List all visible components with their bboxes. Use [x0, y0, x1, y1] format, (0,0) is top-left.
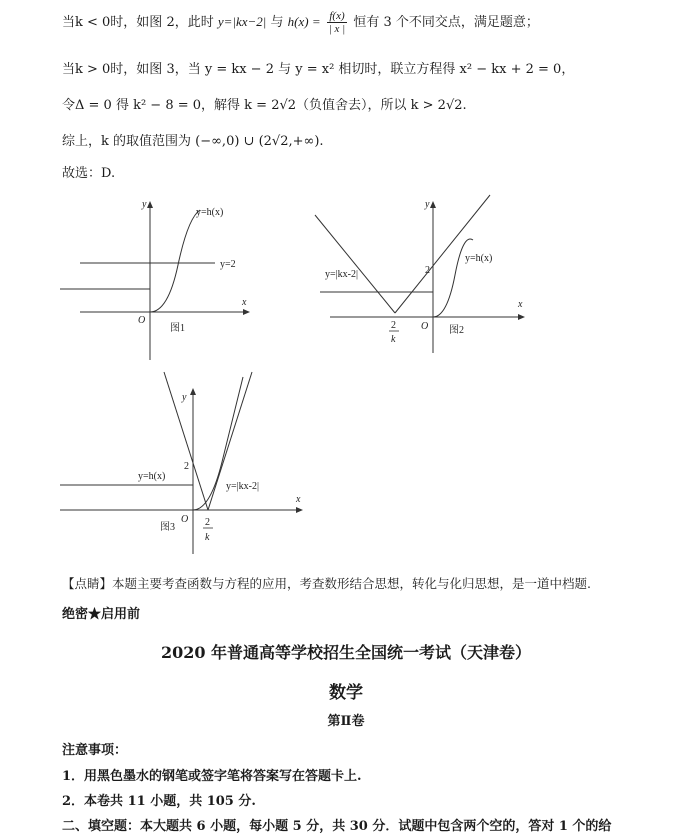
y-label: y [182, 392, 187, 403]
origin-label: O [138, 315, 146, 326]
fraction [327, 10, 347, 35]
text-segment: 恒有 3 个不同交点，满足题意； [353, 15, 539, 30]
x-axis-arrow [518, 314, 525, 320]
y-axis-arrow [430, 201, 436, 208]
exam-title: 2020 年普通高等学校招生全国统一考试（天津卷） [160, 643, 532, 662]
notice-heading: 注意事项： [62, 743, 128, 758]
solution-line-4: 综上，k 的取值范围为 (−∞,0) ∪ (2√2,+∞). [62, 134, 324, 149]
fraction-denominator: | x | [328, 23, 346, 35]
key-point-note: 【点睛】本题主要考查函数与方程的应用，考查数形结合思想，转化与化归思想，是一道中档题. [62, 576, 591, 591]
x-tick-numerator: 2 [391, 320, 396, 331]
notice-item-2: 2．本卷共 11 小题，共 105 分. [62, 794, 256, 809]
section-fill-in-heading: 二、填空题：本大题共 6 小题，每小题 5 分，共 30 分．试题中包含两个空的，答对 1 个的给 [62, 819, 612, 834]
x-tick-denominator: k [391, 334, 396, 345]
y-axis-arrow [147, 201, 153, 208]
curve-label: y=h(x) [138, 471, 166, 482]
figure-1 [60, 195, 260, 369]
y-tick-label: 2 [425, 265, 430, 276]
math-expression: y=|kx−2| [217, 14, 267, 29]
figure-2-graph [315, 195, 535, 360]
y-tick-label: 2 [184, 461, 189, 472]
origin-label: O [421, 321, 429, 332]
line-left-branch [315, 215, 395, 313]
origin-label: O [181, 514, 189, 525]
curve-label: y=h(x) [465, 253, 493, 264]
x-label: x [296, 494, 301, 505]
figure-3 [60, 372, 310, 566]
text-segment: 当k < 0时，如图 2，此时 [62, 15, 214, 30]
x-label: x [242, 297, 247, 308]
y-axis-arrow [190, 388, 196, 395]
text-segment: 与 [270, 15, 284, 30]
x-tick-numerator: 2 [205, 517, 210, 528]
x-axis-arrow [296, 507, 303, 513]
figure-2 [315, 195, 535, 364]
fraction-numerator: f(x) [327, 10, 347, 23]
curve-h [150, 210, 200, 312]
x-axis-arrow [243, 309, 250, 315]
figure-caption: 图3 [160, 522, 175, 533]
figure-caption: 图2 [449, 325, 464, 336]
solution-line-2: 当k > 0时，如图 3，当 y = kx − 2 与 y = x² 相切时，联立方程得 x² − kx + 2 = 0， [62, 62, 575, 77]
solution-line-1 [62, 10, 539, 35]
figure-caption: 图1 [170, 323, 185, 334]
confidential-label: 绝密★启用前 [62, 607, 141, 622]
y-label: y [142, 199, 147, 210]
y-label: y [425, 199, 430, 210]
figure-1-graph [60, 195, 260, 365]
curve-h [433, 239, 473, 317]
answer-line: 故选：D. [62, 166, 116, 181]
solution-line-3: 令Δ = 0 得 k² − 8 = 0，解得 k = 2√2（负值舍去），所以 k > 2√2. [62, 98, 467, 113]
subject-title: 数学 [329, 683, 363, 703]
volume-label: 第Ⅱ卷 [327, 714, 365, 729]
math-expression: h(x) = [287, 14, 321, 29]
notice-item-1: 1．用黑色墨水的钢笔或签字笔将答案写在答题卡上. [62, 769, 362, 784]
abs-line-label: y=|kx-2| [325, 269, 358, 280]
hline-label: y=2 [220, 259, 236, 270]
abs-line-label: y=|kx-2| [226, 481, 259, 492]
x-tick-denominator: k [205, 532, 210, 543]
x-label: x [518, 299, 523, 310]
figure-3-graph [60, 372, 310, 562]
curve-label: y=h(x) [196, 207, 224, 218]
